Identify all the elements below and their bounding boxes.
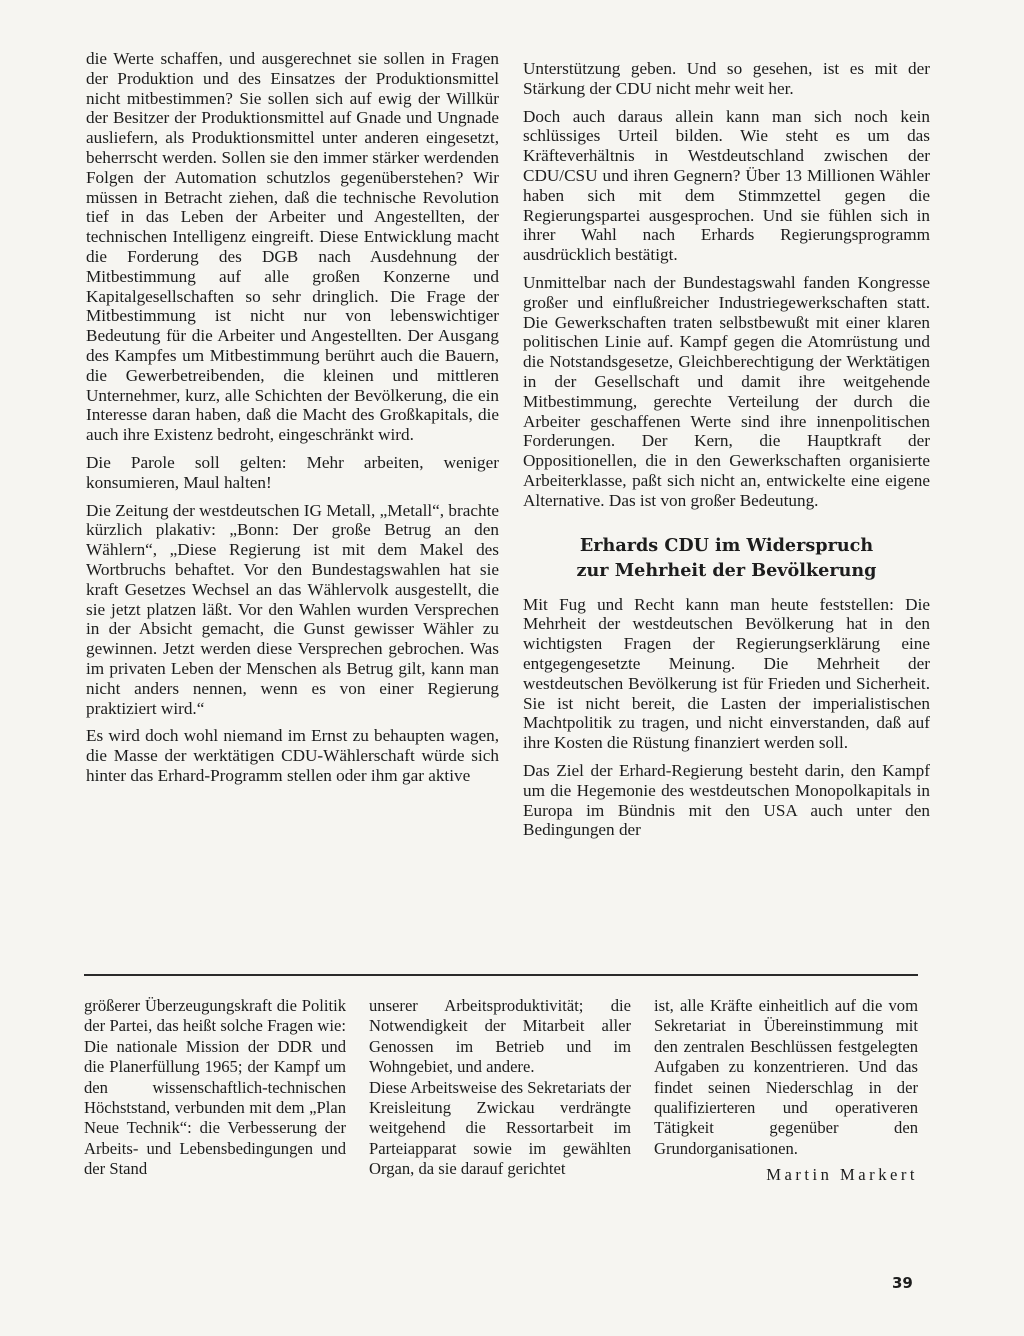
section-divider bbox=[84, 974, 918, 976]
paragraph: Doch auch daraus allein kann man sich noch kein schlüssiges Urteil bilden. Wie steht es um das Kräfteverhältnis in Westdeutschland zwischen der CDU/CSU und ihren Gegnern? Über 13 Millionen Wähler haben sich mit dem Stimmzettel gegen die Regierungspartei ausgesprochen. Und sie fühlen sich in ihrer Wahl nach Erhards Regierungsprogramm ausdrücklich bestätigt. bbox=[523, 106, 930, 265]
paragraph: Mit Fug und Recht kann man heute feststellen: Die Mehrheit der westdeutschen Bevölkerung hat in den wichtigsten Fragen der Regierungserklärung eine entgegengesetzte Meinung. Die Mehrheit der westdeutschen Bevölkerung ist für Frieden und Sicherheit. Sie ist nicht bereit, die Lasten der imperialistischen Machtpolitik zu tragen, und nicht einverstanden, daß auf ihre Kosten die Rüstung finanziert werden soll. bbox=[523, 594, 930, 753]
paragraph: Die Parole soll gelten: Mehr arbeiten, weniger konsumieren, Maul halten! bbox=[86, 452, 499, 492]
author-signature: Martin Markert bbox=[766, 1165, 918, 1185]
paragraph: Unterstützung geben. Und so gesehen, ist es mit der Stärkung der CDU nicht mehr weit her. bbox=[523, 59, 930, 98]
right-column bbox=[523, 59, 930, 848]
paragraph: Diese Arbeitsweise des Sekretariats der Kreisleitung Zwickau verdrängte weitgehend die Ressortarbeit im Parteiapparat sowie im gewählten Organ, da sie darauf gerichtet bbox=[369, 1077, 631, 1179]
paragraph: die Werte schaffen, und ausgerechnet sie sollen in Fragen der Produktion und des Einsatzes der Produktionsmittel nicht mitbestimmen? Sie sollen sich auf ewig der Willkür der Besitzer der Produktionsmittel auf Gnade und Ungnade ausliefern, als Produktionsmittel unter anderen eingesetzt, beherrscht werden. Sollen sie den immer stärker werdenden Folgen der Automation schutzlos gegenüberstehen? Wir müssen in Betracht ziehen, daß die technische Revolution tief in das Leben der Arbeiter und Angestellten, der technischen Intelligenz eingreift. Diese Entwicklung macht die Forderung des DGB nach Ausdehnung der Mitbestimmung auf alle großen Konzerne und Kapitalgesellschaften so sehr dringlich. Die Frage der Mitbestimmung ist nicht nur von lebenswichtiger Bedeutung für die Arbeiter und Angestellten. Der Ausgang des Kampfes um Mitbestimmung berührt auch die Bauern, die Gewerbetreibenden, die kleinen und mittleren Unternehmer, kurz, alle Schichten der Bevölkerung, die ein Interesse daran haben, daß die Macht des Großkapitals, die auch ihre Existenz bedroht, eingeschränkt wird. bbox=[86, 49, 499, 445]
bottom-column-2 bbox=[369, 996, 631, 1180]
section-heading-line-1: Erhards CDU im Widerspruch bbox=[579, 534, 874, 556]
paragraph: ist, alle Kräfte einheitlich auf die vom Sekretariat in Übereinstimmung mit den zentralen Beschlüssen festgelegten Aufgaben zu konzentrieren. Und das findet seinen Niederschlag in der qualifizierteren und operativeren Tätigkeit gegenüber den Grundorganisationen. bbox=[654, 996, 918, 1158]
page-number: 39 bbox=[892, 1274, 913, 1292]
bottom-column-3 bbox=[654, 996, 918, 1186]
bottom-column-1 bbox=[84, 996, 346, 1180]
paragraph: Die Zeitung der westdeutschen IG Metall, „Metall“, brachte kürzlich plakativ: „Bonn: Der große Betrug an den Wählern“, „Diese Regierung ist mit dem Makel des Wortbruchs behaftet. Vor den Bundestagswahlen hat sie kraft Gesetzes Wechsel an das Wählervolk ausgestellt, die sie jetzt platzen läßt. Vor den Wahlen wurden Versprechen in der Absicht gemacht, die Gunst gewisser Wähler zu gewinnen. Jetzt werden diese Versprechen gebrochen. Was im privaten Leben der Menschen als Betrug gilt, kann man nicht anders nennen, wenn es von einer Regierung praktiziert wird.“ bbox=[86, 500, 499, 718]
paragraph: Das Ziel der Erhard-Regierung besteht darin, den Kampf um die Hegemonie des westdeutschen Monopolkapitals in Europa im Bündnis mit den USA auch unter den Bedingungen der bbox=[523, 760, 930, 840]
section-heading-line-2: zur Mehrheit der Bevölkerung bbox=[576, 559, 877, 581]
paragraph: größerer Überzeugungskraft die Politik der Partei, das heißt solche Fragen wie: Die nationale Mission der DDR und die Planerfüllung 1965; der Kampf um den wissenschaftlich-technischen Höchststand, verbunden mit dem „Plan Neue Technik“: die Verbesserung der Arbeits- und Lebensbedingungen und der Stand bbox=[84, 996, 346, 1179]
paragraph: unserer Arbeitsproduktivität; die Notwendigkeit der Mitarbeit aller Genossen im Betrieb und im Wohngebiet, und andere. bbox=[369, 996, 631, 1077]
paragraph: Es wird doch wohl niemand im Ernst zu behaupten wagen, die Masse der werktätigen CDU-Wählerschaft würde sich hinter das Erhard-Programm stellen oder ihm gar aktive bbox=[86, 726, 499, 785]
section-heading bbox=[523, 533, 930, 583]
left-column bbox=[86, 49, 499, 794]
paragraph: Unmittelbar nach der Bundestagswahl fanden Kongresse großer und einflußreicher Industriegewerkschaften statt. Die Gewerkschaften traten selbstbewußt mit einer klaren politischen Linie auf. Kampf gegen die Atomrüstung und die Notstandsgesetze, Gleichberechtigung der Werktätigen in der Gesellschaft und damit ihre weitgehende Mitbestimmung, gerechte Verteilung der durch die Arbeiter geschaffenen Werte sind ihre innenpolitischen Forderungen. Der Kern, die Hauptkraft der Oppositionellen, die in den Gewerkschaften organisierte Arbeiterklasse, paßt sich nicht an, entwickelte eine eigene Alternative. Das ist von großer Bedeutung. bbox=[523, 272, 930, 510]
